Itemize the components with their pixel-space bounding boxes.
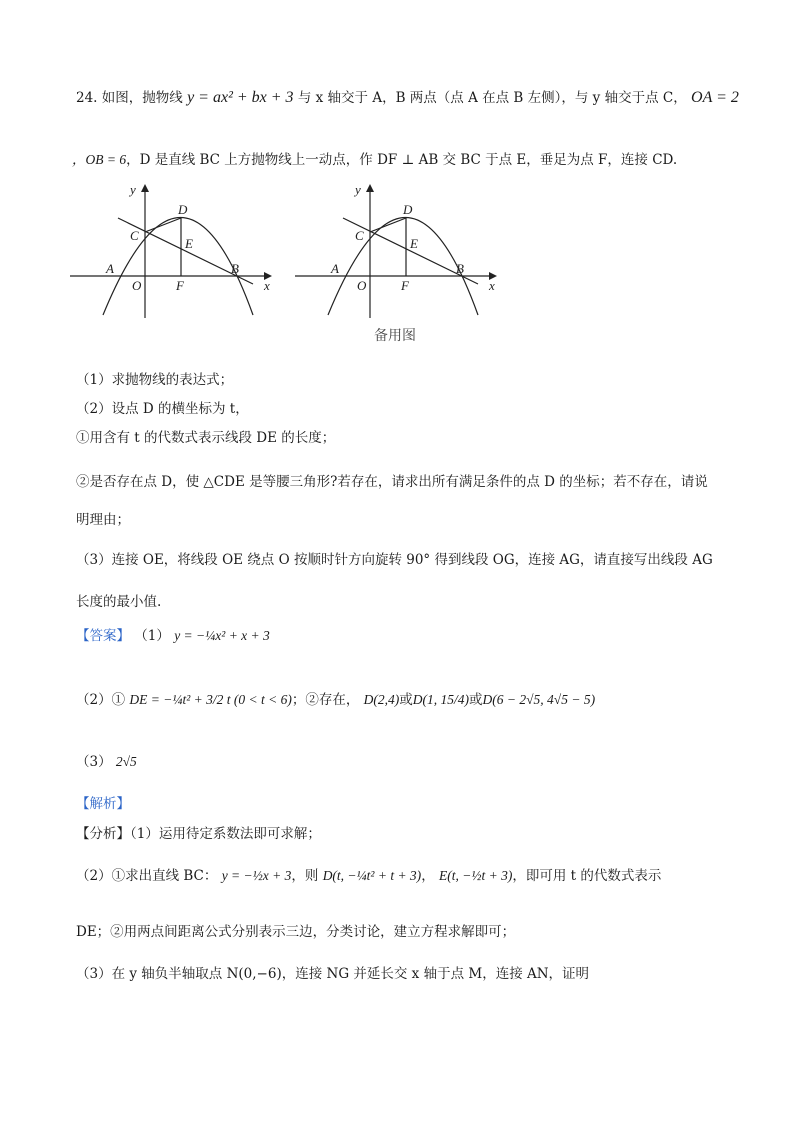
- analysis-2-comma: ，: [421, 868, 435, 884]
- point-label-a: A: [106, 261, 114, 276]
- analysis-2-text: ，即可用 t 的代数式表示: [512, 868, 662, 884]
- answer-tag: 【答案】: [76, 628, 130, 644]
- answer-2: [76, 688, 595, 708]
- axis-label-x: x: [264, 278, 270, 293]
- point-label-c: C: [355, 228, 364, 243]
- answer-2-or: 或: [469, 692, 483, 708]
- answer-3-value: 2√5: [115, 754, 137, 769]
- analysis-3: DE；②用两点间距离公式分别表示三边，分类讨论，建立方程求解即可；: [76, 924, 516, 940]
- parabola-equation: y = ax² + bx + 3: [187, 89, 294, 106]
- point-d-coordinates: D(t, −¼t² + t + 3): [322, 868, 422, 883]
- axis-label-y: y: [355, 182, 361, 197]
- answer-2-point-1: D(2,4): [363, 692, 400, 707]
- question-2b-line2: 明理由；: [76, 512, 130, 528]
- analysis-4: （3）在 y 轴负半轴取点 N(0,−6)，连接 NG 并延长交 x 轴于点 M，连接 AN，证明: [76, 966, 590, 982]
- question-1: （1）求抛物线的表达式；: [76, 372, 234, 388]
- answer-2-text: ；②存在，: [291, 692, 360, 708]
- problem-text: 与 x 轴交于 A，B 两点（点 A 在点 B 左侧），与 y 轴交于点 C，: [297, 90, 687, 106]
- question-2b-line1: ②是否存在点 D，使 △CDE 是等腰三角形?若存在，请求出所有满足条件的点 D 的坐标；若不存在，请说: [76, 474, 708, 490]
- problem-line-2: [72, 148, 677, 168]
- question-2a: ①用含有 t 的代数式表示线段 DE 的长度；: [76, 430, 336, 446]
- point-label-f: F: [401, 278, 409, 293]
- problem-text: ，D 是直线 BC 上方抛物线上一动点，作 DF ⊥ AB 交 BC 于点 E，垂足为点 F，连接 CD.: [126, 152, 678, 168]
- point-label-d: D: [403, 202, 413, 217]
- point-label-a: A: [331, 261, 339, 276]
- point-label-b: B: [456, 261, 464, 276]
- point-e-coordinates: E(t, −½t + 3): [438, 868, 513, 883]
- point-label-e: E: [410, 236, 418, 251]
- analysis-2: [76, 864, 661, 884]
- figure-caption: 备用图: [374, 328, 416, 344]
- answer-2-or: 或: [399, 692, 413, 708]
- figure-backup: [293, 180, 503, 320]
- axis-label-y: y: [130, 182, 136, 197]
- analysis-tag: 【解析】: [76, 796, 130, 812]
- problem-line-1: [76, 86, 739, 107]
- point-label-c: C: [130, 228, 139, 243]
- analysis-2-text: （2）①求出直线 BC：: [76, 868, 218, 884]
- answer-1-formula: y = −¼x² + x + 3: [174, 628, 270, 643]
- answer-2-de-formula: DE = −¼t² + 3/2 t (0 < t < 6): [129, 692, 292, 707]
- question-3-line2: 长度的最小值.: [76, 594, 162, 610]
- answer-1: [76, 624, 270, 644]
- ob-length: ，OB = 6: [72, 152, 127, 167]
- figure-main: [68, 180, 278, 320]
- question-2: （2）设点 D 的横坐标为 t，: [76, 401, 249, 417]
- answer-2-label: （2）①: [76, 692, 126, 708]
- line-bc-equation: y = −½x + 3: [221, 868, 292, 883]
- question-3-line1: （3）连接 OE，将线段 OE 绕点 O 按顺时针方向旋转 90° 得到线段 OG，连接 AG，请直接写出线段 AG: [76, 552, 713, 568]
- point-label-b: B: [231, 261, 239, 276]
- oa-length: OA = 2: [691, 89, 739, 106]
- problem-number: 24. 如图，抛物线: [76, 90, 183, 106]
- answer-3: [76, 750, 137, 770]
- analysis-1: 【分析】（1）运用待定系数法即可求解；: [76, 826, 321, 842]
- analysis-2-text: ，则: [291, 868, 319, 884]
- point-label-d: D: [178, 202, 188, 217]
- answer-1-label: （1）: [134, 628, 170, 644]
- point-label-f: F: [176, 278, 184, 293]
- point-label-o: O: [132, 278, 142, 293]
- axis-label-x: x: [489, 278, 495, 293]
- answer-3-label: （3）: [76, 754, 112, 770]
- answer-2-point-3: D(6 − 2√5, 4√5 − 5): [482, 692, 596, 707]
- point-label-o: O: [357, 278, 367, 293]
- point-label-e: E: [185, 236, 193, 251]
- answer-2-point-2: D(1, 15/4): [412, 692, 470, 707]
